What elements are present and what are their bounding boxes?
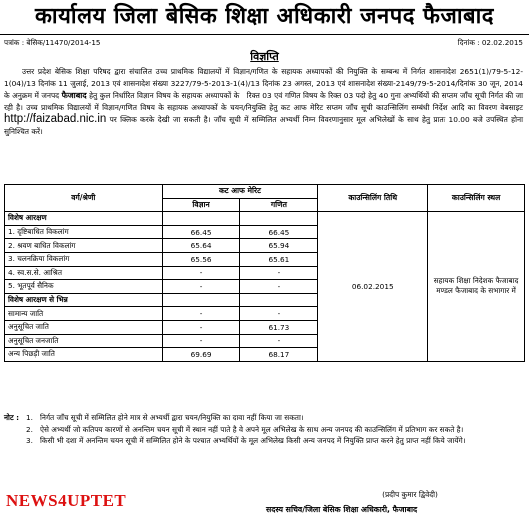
note-item: 3. किसी भी दशा में अनन्तिम चयन सूची में सम्मिलित होने के पश्चात अभ्यर्थियों के मूल अभिलेख किसी अन्य जनपद में नियुक्ति प्राप्त करने हेतु प्राप्त नहीं किये जायेंगे। — [26, 436, 466, 445]
col-cutoff: कट आफ मेरिट — [162, 185, 318, 199]
para-part-1: उत्तर प्रदेश बेसिक शिक्षा परिषद द्वारा संचालित उच्च प्राथमिक विद्यालयों में विज्ञान/गणित के सहायक अध्यापकों की नियुक्ति के सम्बन्ध में निर्गत शासनादेश 2651(1)/79-5-12-1(04)/13 दिनांक 11 जुलाई, 2013 एवं शासनादेश संख्या 3227/79-5-2013-1(4)/13 दिनांक 23 अगस्त, 2013 एवं शासनादेश संख्या-2149/79-5-2014/दिनांक 30 जून, 2014 के अनुक्रम में जनपद — [4, 67, 523, 100]
letter-number: पत्रांक : बेसिक/11470/2014-15 — [4, 38, 101, 47]
para-part-3: रिक्त 03 एवं गणित विषय के रिक्त 03 पदो हेतु 40 गुना अभ्यर्थियों की सप्तम जाँच सूची निर्गत की जा रही है। उच्च प्राथमिक विद्यालयों में विज्ञान/गणित विषय के सहायक अध्यापकों के चयन/नियुक्ति हेतु कट आफ मेरिट सप्तम जाँच सूची काउन्सिलिंग सम्बंधी निर्देश आदि का विवरण वेबसाइट — [4, 90, 523, 112]
office-header: कार्यालय जिला बेसिक शिक्षा अधिकारी जनपद फैजाबाद — [0, 0, 529, 35]
row-label: 1. दृष्टिबाधित विकलांग — [5, 225, 163, 239]
row-label: 4. स्व.स.से. आश्रित — [5, 266, 163, 280]
maths-value: - — [240, 307, 318, 321]
cutoff-table — [4, 184, 525, 362]
row-label: 2. श्रवण बाधित विकलांग — [5, 239, 163, 253]
col-category: वर्ग/श्रेणी — [5, 185, 163, 212]
science-value: 69.69 — [162, 348, 240, 362]
website-link[interactable]: http://faizabad.nic.in — [4, 112, 107, 125]
notes-section — [4, 412, 525, 447]
maths-value: - — [240, 334, 318, 348]
district-name: फैजाबाद — [61, 90, 87, 100]
maths-value: - — [240, 280, 318, 294]
note-item: नोट : 1. निर्गत जाँच सूची में सम्मिलित होने मात्र से अभ्यर्थी द्वारा चयन/नियुक्ति का दावा नहीं किया जा सकता। — [4, 413, 304, 422]
notice-paragraph — [4, 66, 523, 137]
science-value: 65.64 — [162, 239, 240, 253]
notes-label: नोट : — [4, 413, 20, 422]
maths-value: 68.17 — [240, 348, 318, 362]
col-date: काउन्सिलिंग तिथि — [318, 185, 428, 212]
counselling-venue: सहायक शिक्षा निदेशक फैजाबाद मण्डल फैजाबाद के सभागार में — [428, 212, 525, 362]
science-value: - — [162, 266, 240, 280]
col-science: विज्ञान — [162, 198, 240, 212]
watermark-stamp: NEWS4UPTET — [6, 491, 127, 510]
reference-row — [4, 38, 523, 48]
science-value: - — [162, 307, 240, 321]
notice-title: विज्ञप्ति — [250, 50, 279, 63]
maths-value: 66.45 — [240, 225, 318, 239]
counselling-date: 06.02.2015 — [318, 212, 428, 362]
row-label: सामान्य जाति — [5, 307, 163, 321]
row-label: अन्य पिछड़ी जाति — [5, 348, 163, 362]
maths-value: 61.73 — [240, 320, 318, 334]
table-header-row — [5, 185, 525, 199]
para-part-2: हेतु कुल निर्धारित विज्ञान विषय के सहायक अध्यापकों के — [89, 90, 240, 100]
maths-value: 65.94 — [240, 239, 318, 253]
note-item: 2. ऐसे अभ्यर्थी जो कतिपय कारणों से अनन्तिम चयन सूची में स्थान नहीं पाते है वे अपने मूल अभिलेख के साथ अन्य जनपद की काउन्सिलिंग में प्रतिभाग कर सकते है। — [26, 424, 464, 434]
section-row — [5, 212, 525, 226]
col-maths: गणित — [240, 198, 318, 212]
science-value: 66.45 — [162, 225, 240, 239]
maths-value: 65.61 — [240, 252, 318, 266]
para-part-4: पर क्लिक करके देखी जा सकती है। जाँच सूची में सम्मिलित अभ्यर्थी निम्न विवरणानुसार मूल अभिलेखों के साथ हेतु प्रातः 10.00 बजे उपस्थित होना सुनिश्चित करें। — [4, 114, 523, 136]
science-value: 65.56 — [162, 252, 240, 266]
section-general: विशेष आरक्षण से भिन्न — [5, 293, 163, 307]
col-venue: काउन्सिलिंग स्थल — [428, 185, 525, 212]
section-special: विशेष आरक्षण — [5, 212, 163, 226]
science-value: - — [162, 334, 240, 348]
signatory-name: (प्रदीप कुमार द्विवेदी) — [382, 490, 438, 499]
science-value: - — [162, 280, 240, 294]
row-label: 3. चलनक्रिया विकलांग — [5, 252, 163, 266]
science-value: - — [162, 320, 240, 334]
row-label: अनुसूचित जाति — [5, 320, 163, 334]
signatory-designation: सदस्य सचिव/जिला बेसिक शिक्षा अधिकारी, फैजाबाद — [266, 505, 418, 514]
letter-date: दिनांक : 02.02.2015 — [457, 38, 523, 47]
row-label: अनुसूचित जनजाति — [5, 334, 163, 348]
maths-value: - — [240, 266, 318, 280]
row-label: 5. भूतपूर्व सैनिक — [5, 280, 163, 294]
